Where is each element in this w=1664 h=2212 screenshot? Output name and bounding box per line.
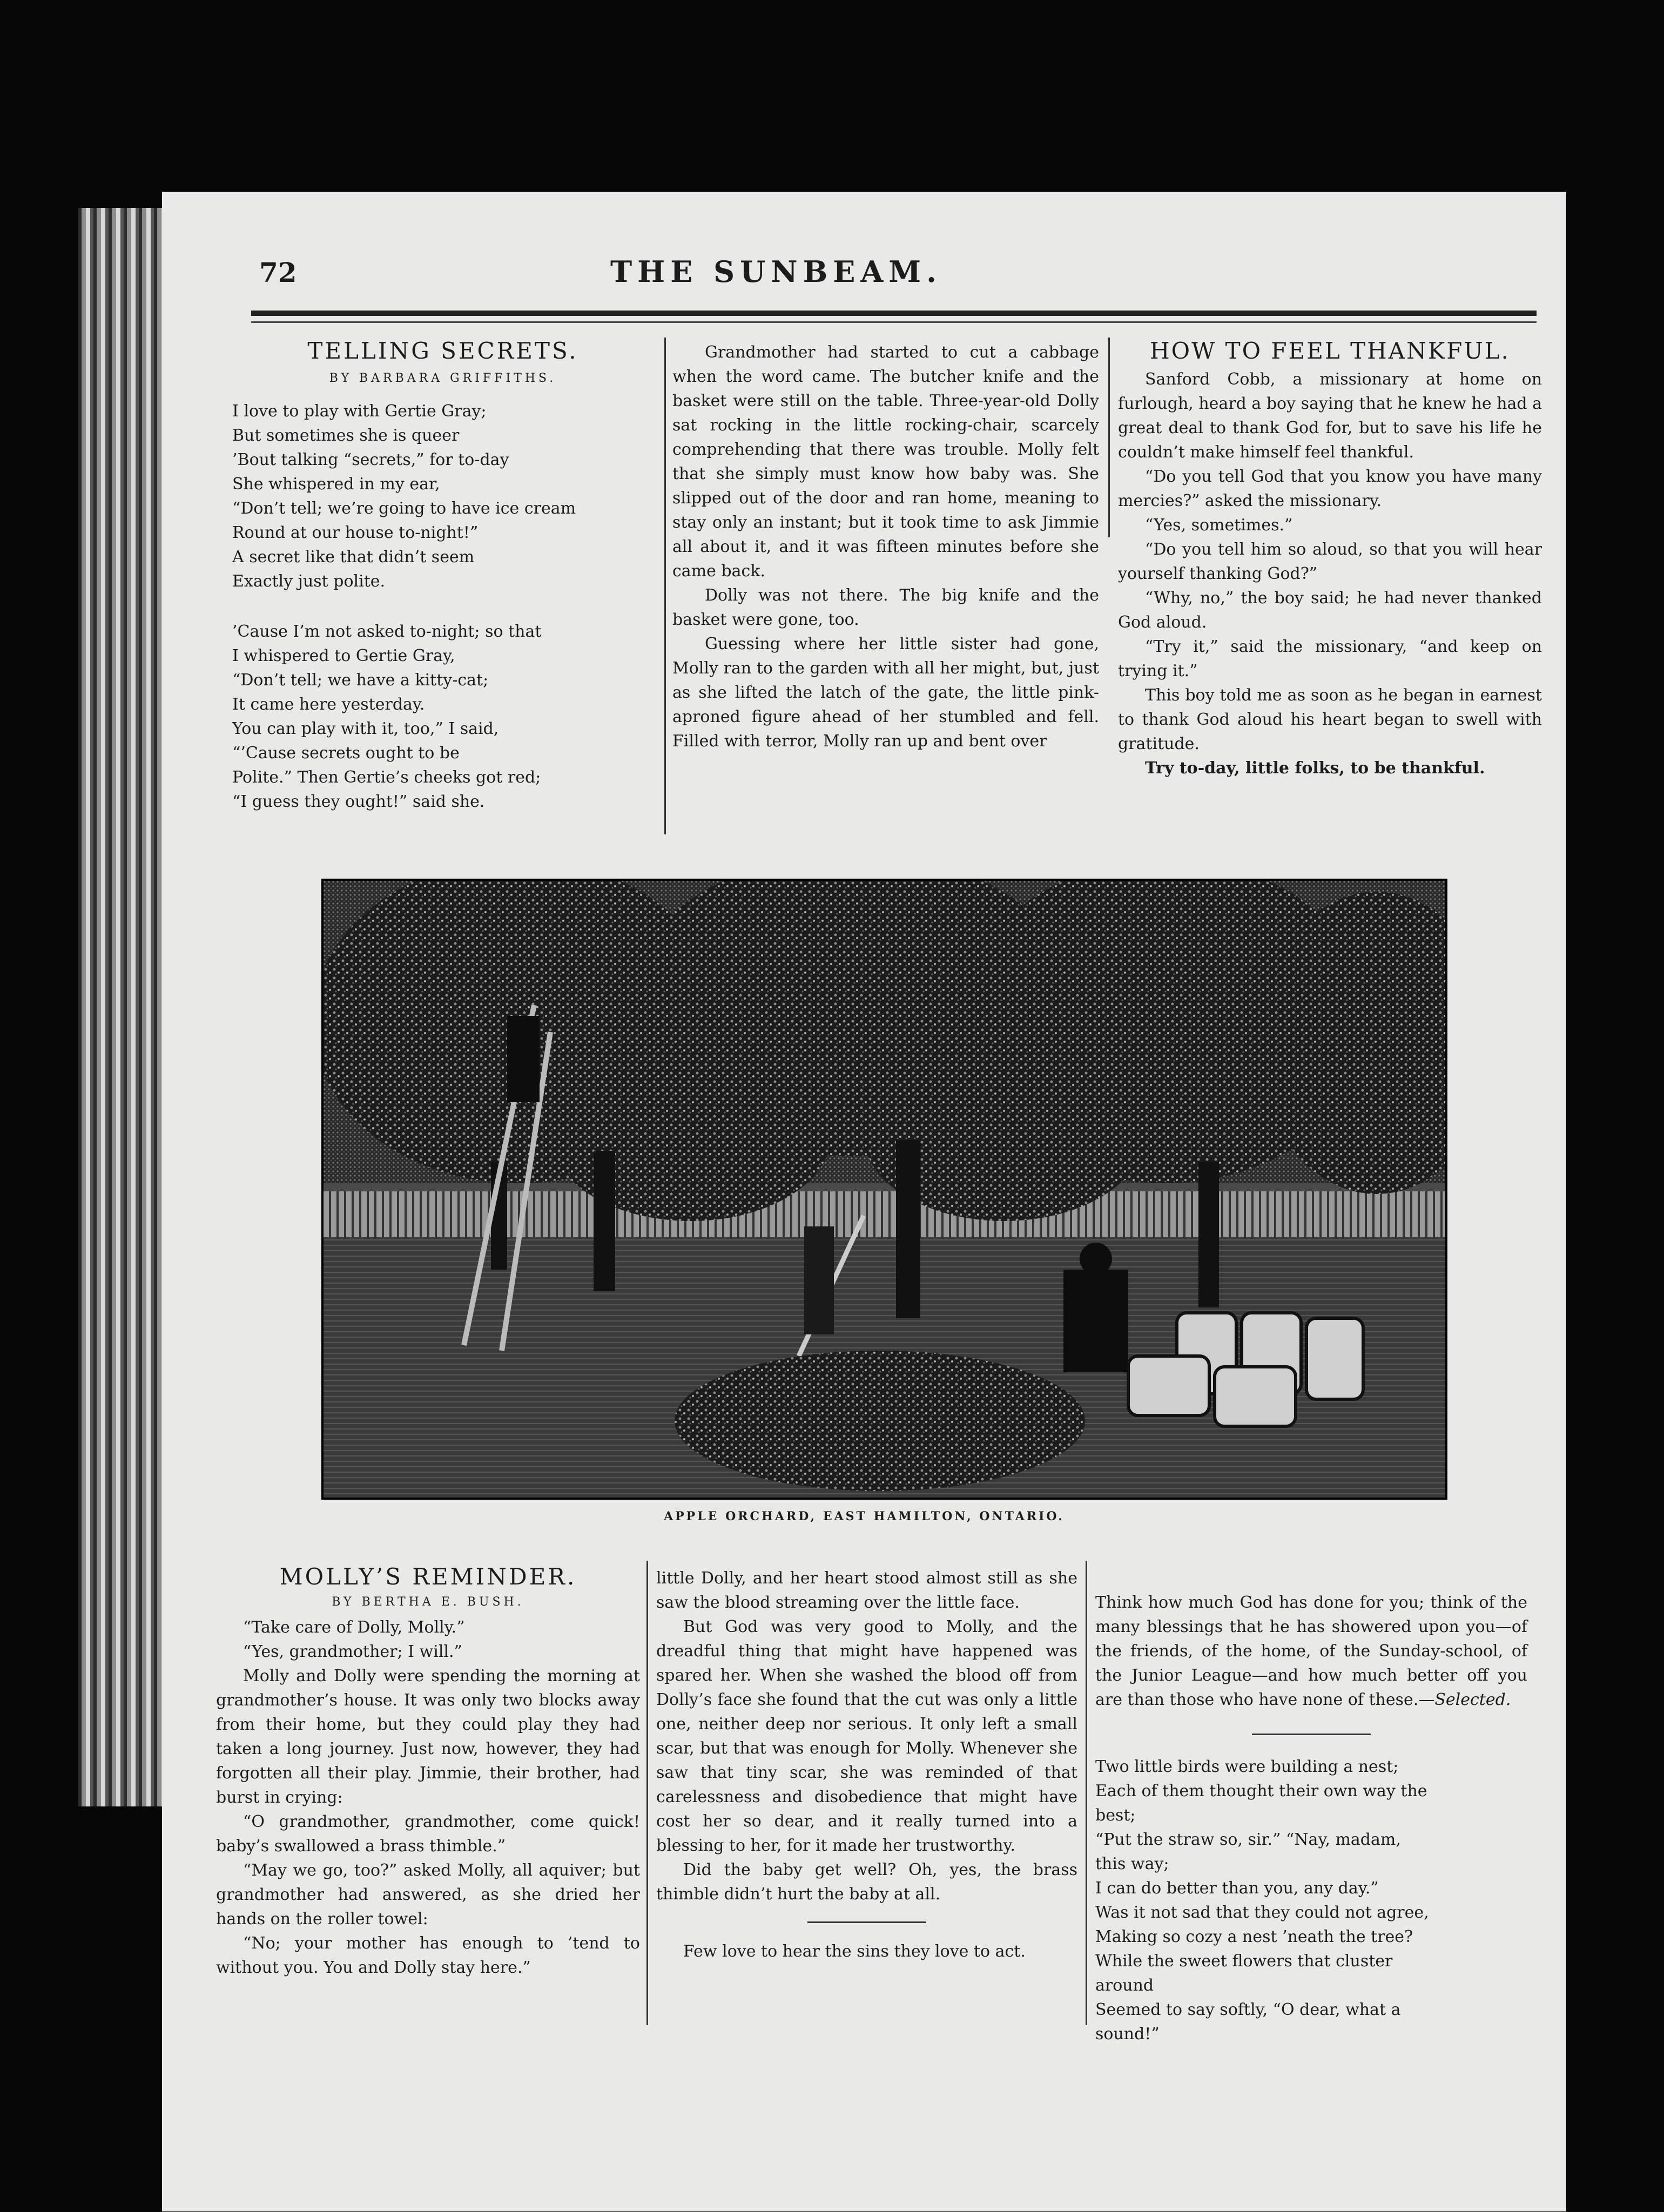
illustration-caption: APPLE ORCHARD, EAST HAMILTON, ONTARIO. — [664, 1509, 1065, 1523]
mollys-reminder-continued — [672, 340, 1099, 753]
paragraph: Grandmother had started to cut a cabbage when the word came. The butcher knife and the basket were still on the table. Three-year-old Dolly sat rocking in the little rocking-chair, scarcely comprehending that there was trouble. Molly felt that she simply must know how baby was. She slipped out of the door and ran home, meaning to stay only an instant; but it took time to ask Jimmie all about it, and it was fifteen minutes before she came back. — [672, 343, 1099, 581]
paragraph: Try to-day, little folks, to be thankful. — [1145, 759, 1485, 778]
header-rule-thin — [251, 321, 1537, 323]
mollys-reminder-article — [216, 1563, 640, 1980]
paragraph: “Why, no,” the boy said; he had never thanked God aloud. — [1118, 589, 1542, 632]
paragraph: This boy told me as soon as he began in earnest to thank God aloud his heart began to swell with gratitude. — [1118, 686, 1542, 753]
orchard-illustration — [324, 881, 1445, 1498]
think-how-much-paragraph — [1095, 1566, 1527, 1712]
header-rule — [251, 311, 1537, 316]
paragraph: little Dolly, and her heart stood almost still as she saw the blood streaming over the little face. — [656, 1569, 1077, 1612]
column-rule — [1108, 338, 1110, 537]
mollys-reminder-conclusion — [656, 1566, 1077, 1964]
paragraph: “O grandmother, grandmother, come quick! baby’s swallowed a brass thimble.” — [216, 1812, 640, 1856]
separator-rule — [807, 1921, 926, 1923]
paragraph: “Try it,” said the missionary, “and keep on trying it.” — [1118, 637, 1542, 680]
orchard-engraving — [321, 879, 1447, 1500]
paragraph: “Take care of Dolly, Molly.” — [243, 1618, 465, 1637]
telling-secrets-article — [232, 338, 654, 814]
paragraph: “May we go, too?” asked Molly, all aquiver; but grandmother had answered, as she dried her hands on the roller towel: — [216, 1861, 640, 1928]
article-byline: BY BERTHA E. BUSH. — [332, 1595, 524, 1609]
column-rule — [1086, 1561, 1087, 2025]
poem-stanza: ’Cause I’m not asked to-night; so that I whispered to Gertie Gray, “Don’t tell; we have a kitty-cat; It came here yesterday. You can play with it, too,” I said, “’Cause secrets ought to be Polite.” Then Gertie’s cheeks got red; “I guess they ought!” said she. — [232, 622, 542, 811]
paragraph: “Do you tell God that you know you have many mercies?” asked the missionary. — [1118, 467, 1542, 510]
paragraph: “Do you tell him so aloud, so that you will hear yourself thanking God?” — [1118, 540, 1542, 583]
paragraph: Dolly was not there. The big knife and the basket were gone, too. — [672, 586, 1099, 629]
paragraph: “No; your mother has enough to ’tend to without you. You and Dolly stay here.” — [216, 1934, 640, 1977]
paragraph: “Yes, sometimes.” — [1145, 516, 1293, 535]
paragraph: “Yes, grandmother; I will.” — [243, 1642, 462, 1661]
paragraph-text: Think how much God has done for you; think of the many blessings that he has showered upon you—of the friends, of the home, of the Sunday-school, of the Junior League—and how much better off you are than those who have none of these.— — [1095, 1593, 1527, 1709]
two-little-birds-poem: Two little birds were building a nest; Each of them thought their own way the best; “Put the straw so, sir.” “Nay, madam, this way; I can do better than you, any day.” Was it not sad that they could not agree, Making so cozy a nest ’neath the tree? While the sweet flowers that cluster around Seemed to say softly, “O dear, what a sound!” — [1095, 1757, 1429, 2044]
separator-rule — [1252, 1734, 1371, 1735]
paragraph: Molly and Dolly were spending the morning at grandmother’s house. It was only two blocks away from their home, but they could play they had taken a long journey. Just now, however, they had forgotten all their play. Jimmie, their brother, had burst in crying: — [216, 1667, 640, 1807]
maxim: Few love to hear the sins they love to act. — [683, 1942, 1026, 1961]
article-title: TELLING SECRETS. — [307, 338, 578, 364]
book-page — [162, 192, 1566, 2211]
right-column-bottom — [1095, 1566, 1527, 2046]
article-byline: BY BARBARA GRIFFITHS. — [329, 372, 557, 385]
paragraph: But God was very good to Molly, and the dreadful thing that might have happened was spared her. When she washed the blood off from Dolly’s face she found that the cut was only a little one, neither deep nor serious. It only left a small scar, but that was enough for Molly. Whenever she saw that tiny scar, she was reminded of that carelessness and disobedience that might have cost her so dear, and it really turned into a blessing to her, for it made her trustworthy. — [656, 1617, 1077, 1855]
running-title: THE SUNBEAM. — [610, 254, 942, 289]
paragraph: Did the baby get well? Oh, yes, the brass thimble didn’t hurt the baby at all. — [656, 1860, 1077, 1904]
how-to-feel-thankful-article — [1118, 338, 1542, 780]
paragraph: Guessing where her little sister had gone, Molly ran to the garden with all her might, but, just as she lifted the latch of the gate, the little pink-aproned figure ahead of her stumbled and fell. Filled with terror, Molly ran up and bent over — [672, 635, 1099, 751]
column-rule — [664, 338, 666, 834]
signature: Selected. — [1434, 1690, 1511, 1709]
article-title: HOW TO FEEL THANKFUL. — [1150, 338, 1510, 364]
column-rule — [646, 1561, 648, 2025]
page-number: 72 — [259, 257, 297, 288]
paragraph: Sanford Cobb, a missionary at home on furlough, heard a boy saying that he knew he had a great deal to thank God for, but to save his life he couldn’t make himself feel thankful. — [1118, 370, 1542, 462]
poem-stanza: I love to play with Gertie Gray; But sometimes she is queer ’Bout talking “secrets,” for to-day She whispered in my ear, “Don’t tell; we’re going to have ice cream Round at our house to-night!” A secret like that didn’t seem Exactly just polite. — [232, 402, 576, 591]
article-title: MOLLY’S REMINDER. — [279, 1563, 577, 1590]
